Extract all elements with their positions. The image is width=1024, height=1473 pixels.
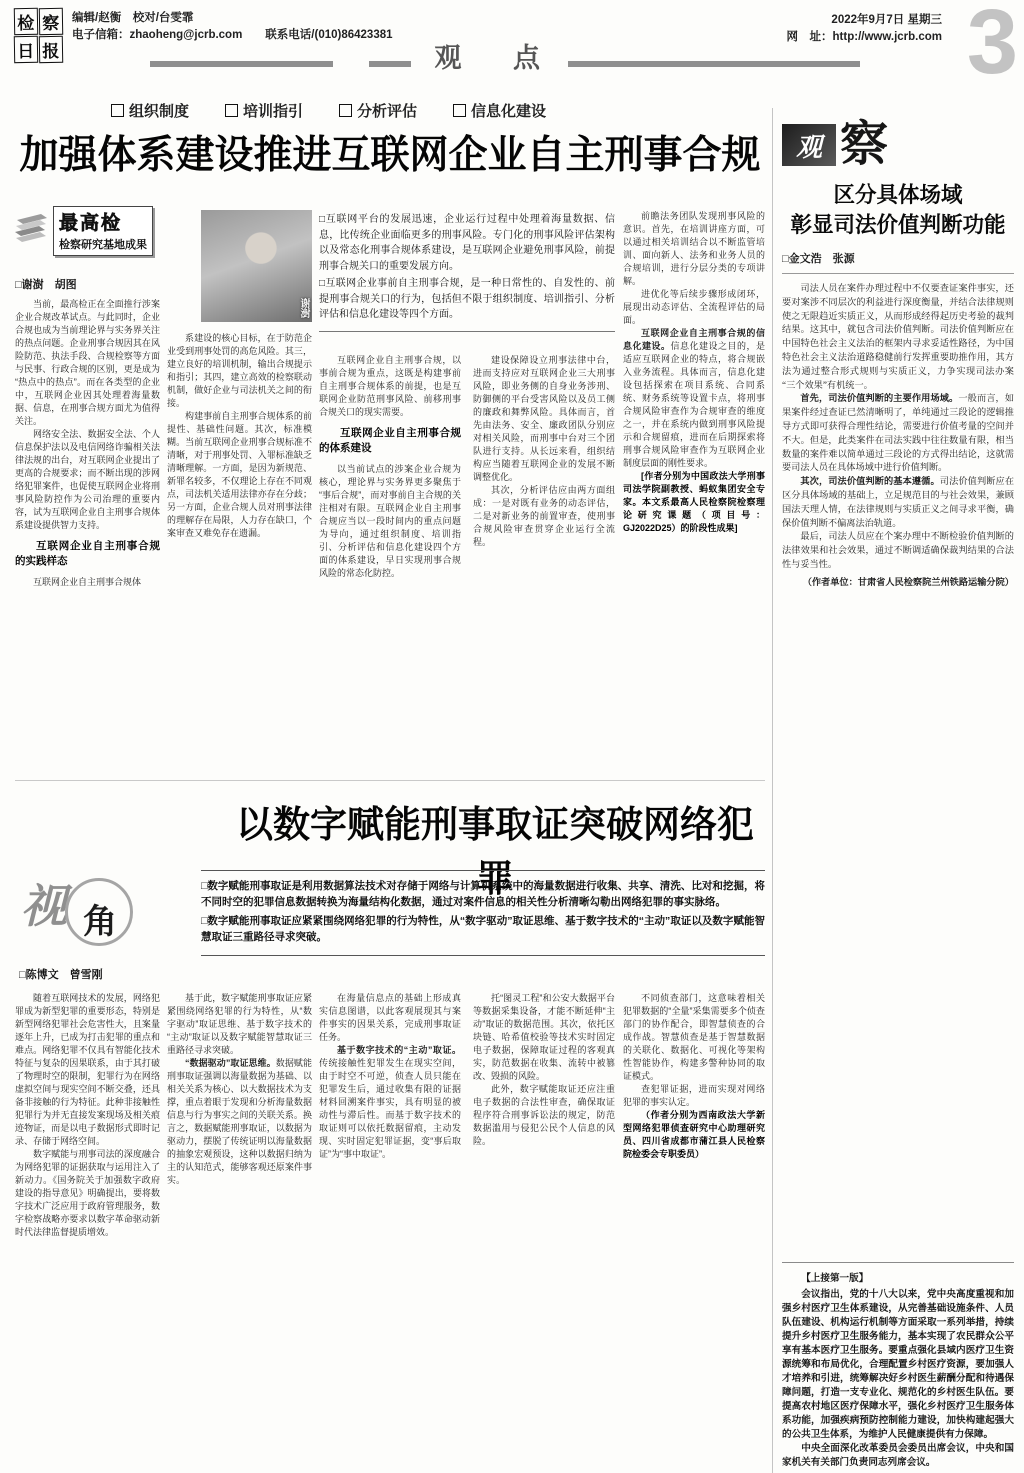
masthead-logo <box>14 8 62 62</box>
article-column <box>623 210 765 778</box>
body-paragraph: 查犯罪证据，进而实现对网络犯罪的事实认定。 <box>623 1084 765 1107</box>
page-header <box>0 0 1024 92</box>
body-paragraph: 建设保障设立刑事法律中台，进而支持应对互联网企业三大刑事风险，即业务侧的自身业务涉刑、防御侧的平台受害风险以及员工侧的廉政和舞弊风险。具体而言，首先由法务、安全、廉政团队分别应对相关风险，而刑事中台对三个团队进行支持。从长远来看，组织结构应当随着互联网企业的发展不断调整优化。 <box>473 355 615 482</box>
body-paragraph: 当前，最高检正在全面推行涉案企业合规改革试点。与此同时，企业合规也成为当前理论界与实务界关注的热点问题。企业刑事合规因其在风险防范、执法手段、合规检察等方面与民事、行政合规的区别，更是成为“热点中的热点”。而在各类型的企业中，互联网企业因其处理着海量数据、信息，在刑事合规方面尤为值得关注。 <box>15 299 160 426</box>
kicker-item <box>225 100 303 121</box>
body-paragraph: 构建事前自主刑事合规体系的前提性、基础性问题。其次，标准模糊。当前互联网企业刑事合规标准不清晰，对于刑事处罚、入罪标准缺乏清晰理解。一方面，是因为新规范、新罪名较多，不仅理论上存在不同观点，司法机关适用法律亦存在分歧；另一方面，企业合规人员对刑事法律的理解存在局限，人力存在缺口，个案审查又难免存在遗漏。 <box>167 411 312 538</box>
article-bottom <box>15 788 765 1473</box>
article-subhead: 互联网企业自主刑事合规的实践样态 <box>15 540 160 567</box>
body-paragraph: 互联网企业自主刑事合规的信息化建设。信息化建设之目的，是适应互联网企业的特点，将合规嵌入业务流程。具体而言，信息化建设包括探索在项目系统、合同系统、财务系统等设置卡点，将刑事合规风险审查作为合规审查的维度之一，并在系统内做到刑事风险提示和合规留痕，进而在后期探索将刑事合规风险审查作为互联网企业制度层面的刚性要求。 <box>623 328 765 468</box>
intro-paragraph: □数字赋能刑事取证是利用数据算法技术对存储于网络与计算机系统中的海量数据进行收集、共享、清洗、比对和挖掘，将不同时空的犯罪信息数据转换为海量结构化数据，通过对案件信息的相关性分析清晰勾勒出网络犯罪的事实脉络。 <box>201 880 765 908</box>
photo-caption: 谢澍 <box>298 298 309 318</box>
section-title: 观 点 <box>434 43 563 73</box>
author-note: [作者分别为中国政法大学刑事司法学院副教授、蚂蚁集团安全专家。本文系最高人民检察院检察理论研究课题（项目号：GJ2022D25）的阶段性成果] <box>623 471 765 533</box>
books-icon <box>15 206 49 248</box>
body-paragraph: 网络安全法、数据安全法、个人信息保护法以及电信网络诈骗相关法律法规的出台，对互联网企业提出了更高的合规要求；而不断出现的涉网络犯罪案件，也促使互联网企业将刑事风险防控作为公司治理的重要内容，试为互联网企业自主刑事合规体系建设提供智力支持。 <box>15 429 160 530</box>
url-line: 网 址：http://www.jcrb.com <box>786 31 942 43</box>
badge-subtitle: 检察研究基地成果 <box>59 239 147 251</box>
body-paragraph: 在海量信息点的基础上形成真实信息图谱，以此客观展现其与案件事实的因果关系，完成刑事取证任务。 <box>319 993 461 1042</box>
article-column <box>473 354 615 778</box>
observer-column <box>782 110 1014 1470</box>
second-headline: 以数字赋能刑事取证突破网络犯罪 <box>236 805 754 900</box>
masthead-char: 察 <box>38 8 62 35</box>
body-paragraph: 托“图灵工程”和公安大数据平台等数据采集设备，才能不断延伸“主动”取证的数据范围。其次，依托区块链、哈希值校验等技术实时固定电子数据，保障取证过程的客观真实，防范数据在收集、流转中被篡改、毁损的风险。 <box>473 993 615 1081</box>
observer-headline <box>782 180 1014 240</box>
header-rule <box>150 44 860 83</box>
rule-dash <box>369 61 411 67</box>
guan-glyph: 观 <box>795 132 822 162</box>
research-base-badge <box>15 206 173 256</box>
author-photo <box>201 210 312 322</box>
body-paragraph: 中央全面深化改革委员会委员出席会议，中央和国家机关有关部门负责同志列席会议。 <box>782 1443 1014 1468</box>
article-intro-box <box>319 212 615 332</box>
author-note: （作者分别为西南政法大学新型网络犯罪侦查研究中心助理研究员、四川省成都市蒲江县人民检察院检委会专职委员） <box>623 1110 765 1159</box>
body-paragraph: 最后，司法人员应在个案办理中不断检验价值判断的法律效果和社会效果，通过不断调适确保裁判结果的合法性与妥当性。 <box>782 531 1014 569</box>
intro-paragraph: □互联网平台的发展迅速，企业运行过程中处理着海量数据、信息，比传统企业面临更多的刑事风险。专门化的刑事风险评估架构以及常态化刑事合规体系建设，是互联网企业避免刑事风险，前提刑事合规关口的重要发展方向。 <box>319 214 615 272</box>
body-paragraph: 前瞻法务团队发现刑事风险的意识。首先，在培训讲座方面，可以通过相关培训结合以不断监管培训、面向新人、法务和业务人员的合规培训，进行分层分类的专项讲解。 <box>623 211 765 286</box>
body-paragraph: 基于此，数字赋能刑事取证应紧紧围绕网络犯罪的行为特性，从“数字驱动”取证思维、基于数字技术的“主动”取证以及数字赋能智慧取证三重路径寻求突破。 <box>167 993 312 1055</box>
body-paragraph: 不同侦查部门，这意味着相关犯罪数据的“全量”采集需要多个侦查部门的协作配合，即智慧侦查的合成作战。智慧侦查是基于智慧数据的关联化、数据化、可视化等架构性智能协作，构建多警种协同的取证模式。 <box>623 993 765 1081</box>
checkbox-icon <box>453 104 466 117</box>
masthead-char: 日 <box>14 36 38 63</box>
body-paragraph: 基于数字技术的“主动”取证。传统接触性犯罪发生在现实空间，由于时空不可逆，侦查人员只能在犯罪发生后，通过收集有限的证据材料回溯案件事实，具有明显的被动性与滞后性。而基于数字技术的取证则可以依托数据留痕，主动发现、实时固定犯罪证据，变“事后取证”为“事中取证”。 <box>319 1045 461 1159</box>
byline-observer: □金文浩 张源 <box>782 250 1014 274</box>
cha-calligraphy-icon: 察 <box>840 117 889 171</box>
kicker-label: 信息化建设 <box>471 103 547 120</box>
badge-text-box <box>53 206 153 256</box>
badge-title: 最高检 <box>59 213 123 234</box>
checkbox-icon <box>339 104 352 117</box>
rule-left <box>150 61 333 67</box>
observer-body <box>782 282 1014 590</box>
intro-paragraph: □数字赋能刑事取证应紧紧围绕网络犯罪的行为特性，从“数字驱动”取证思维、基于数字技术的“主动”取证以及数字赋能智慧取证三重路径寻求突破。 <box>201 915 765 943</box>
continued-from-front-page <box>782 1262 1014 1470</box>
body-paragraph: 进优化等后续步骤形成闭环，展现出动态评估、全流程评估的局面。 <box>623 289 765 325</box>
body-paragraph: 随着互联网技术的发展，网络犯罪成为新型犯罪的重要形态，特别是新型网络犯罪社会危害性大，且案量逐年上升，已成为打击犯罪的重点和难点。网络犯罪不仅具有智能化技术特征与复杂的因果联系，由于其打破了物理时空的限制，犯罪行为在网络虚拟空间与现实空间不断交叠，还具备非接触的行为特征。此种非接触性犯罪行为并无直接发案现场及相关痕迹物证，而是以电子数据形式即时记录、存储于网络空间。 <box>15 993 160 1146</box>
article-column <box>473 992 615 1468</box>
jiao-glyph: 角 <box>83 903 117 941</box>
body-paragraph: “数据驱动”取证思维。数据赋能刑事取证强调以海量数据为基础、以相关关系为核心、以大数据技术为支撑，重点着眼于发现和分析海量数据信息与行为事实之间的关联关系。换言之，数据赋能刑事取证，以数据为驱动力，摆脱了传统证明以海量数据的抽象宏观预设，这种以数据归纳为主的认知范式，能够客观还原案件事实。 <box>167 1058 312 1185</box>
observer-headline-line1: 区分具体场域 <box>833 183 963 207</box>
author-note: （作者单位：甘肃省人民检察院兰州铁路运输分院） <box>802 576 1014 587</box>
article-top <box>15 100 765 778</box>
continued-title: 【上接第一版】 <box>801 1273 869 1284</box>
article-column <box>167 332 312 778</box>
kicker-item <box>339 100 417 121</box>
masthead-char: 检 <box>14 8 38 35</box>
body-paragraph: 其次，司法价值判断的基本遵循。司法价值判断应在区分具体场域的基础上，立足规范目的与社会效果，兼顾国法天理人情，在法律规则与实质正义之间寻求平衡，确保价值判断不偏离法治轨道。 <box>782 476 1015 528</box>
article-column <box>15 298 160 778</box>
article-column <box>623 992 765 1468</box>
page-number: 3 <box>966 0 1018 93</box>
checkbox-icon <box>111 104 124 117</box>
article-divider <box>15 780 765 781</box>
column-divider <box>772 108 773 1473</box>
main-headline: 加强体系建设推进互联网企业自主刑事合规 <box>19 134 761 177</box>
rule-right <box>568 61 860 67</box>
body-paragraph: 会议指出，党的十八大以来，党中央高度重视和加强乡村医疗卫生体系建设，从完善基础设施条件、人员队伍建设、机构运行机制等方面采取一系列举措，持续提升乡村医疗卫生服务能力，基本实现了农民群众公平享有基本医疗卫生服务。要重点强化县域内医疗卫生资源统筹和布局优化，合理配置乡村医疗资源，要加强人才培养和引进，统筹解决好乡村医生薪酬分配和待遇保障问题，打造一支专业化、规范化的乡村医生队伍。要提高农村地区医疗保障水平，强化乡村医疗卫生服务体系功能，加强疾病预防控制能力建设，加快构建起强大的公共卫生体系，为维护人民健康提供有力保障。 <box>782 1289 1014 1440</box>
body-paragraph: 此外，数字赋能取证还应注重电子数据的合法性审查，确保取证程序符合刑事诉讼法的规定，防范数据滥用与侵犯公民个人信息的风险。 <box>473 1084 615 1146</box>
body-paragraph: 互联网企业自主刑事合规体 <box>33 577 142 587</box>
viewpoint-corner-logo <box>21 872 171 958</box>
body-paragraph: 首先，司法价值判断的主要作用场域。一般而言，如果案件经过查证已然清晰明了，单纯通过三段论的逻辑推导方式即可获得合理性结论，需要进行价值考量的空间并不大。但是，此类案件在司法实践中往往数量有限，相当数量的案件难以简单通过三段论的方式得出结论，这就需要司法人员在具体场域中进行价值判断。 <box>782 393 1015 473</box>
editors-line: 编辑/赵衡 校对/台雯霏 <box>72 12 194 24</box>
article-column <box>319 992 461 1468</box>
guan-box-icon <box>782 124 836 166</box>
kicker-label: 分析评估 <box>357 103 418 120</box>
intro-paragraph: □互联网企业事前自主刑事合规，是一种日常性的、自发性的、前提刑事合规关口的行为，包括但不限于组织制度、培训指引、分析评估和信息化建设等四个方面。 <box>319 278 615 320</box>
body-paragraph: 数字赋能与刑事司法的深度融合为网络犯罪的证据获取与运用注入了新动力。《国务院关于加强数字政府建设的指导意见》明确提出，要将数字技术广泛应用于政府管理服务，数字检察战略亦要求以数字革命驱动新时代法律监督提质增效。 <box>15 1149 160 1237</box>
kicker-label: 组织制度 <box>129 103 190 120</box>
body-paragraph: 其次，分析评估应由两方面组成：一是对既有业务的动态评估，二是对新业务的前置审查，使刑事合规风险审查贯穿企业运行全流程。 <box>473 485 615 547</box>
shi-calligraphy-icon: 视 <box>21 881 67 932</box>
body-paragraph: 系建设的核心目标，在于防范企业受到刑事处罚的高危风险。其三，建立良好的培训机制，输出合规提示和指引；其四，建立高效的检察联动机制，做好企业与司法机关之间的衔接。 <box>167 333 312 408</box>
article-subhead: 互联网企业自主刑事合规的体系建设 <box>319 427 461 454</box>
contact-line: 电子信箱：zhaoheng@jcrb.com 联系电话/(010)86423381 <box>72 29 393 41</box>
kicker-item <box>453 100 546 121</box>
masthead-char: 报 <box>38 36 62 63</box>
article-column <box>167 992 312 1468</box>
checkbox-icon <box>225 104 238 117</box>
kicker-label: 培训指引 <box>243 103 304 120</box>
observer-logo <box>782 110 1014 171</box>
body-paragraph: 司法人员在案件办理过程中不仅要查证案件事实，还要对案涉不同层次的利益进行深度衡量，并结合法律规则使之无限趋近实质正义，从而形成经得起历史考验的裁判结果。这其中，就包含司法价值判断。司法价值判断应在中国特色社会主义法治的框架内寻求妥适性路径，为中国特色社会主义法治道路稳健前行发挥重要助推作用，其方法为通过整合形式规则与实质正义，力争实现司法办案“三个效果”有机统一。 <box>782 283 1014 390</box>
byline-top-article: □谢澍 胡图 <box>15 279 77 291</box>
article-intro-box <box>201 870 765 956</box>
observer-headline-line2: 彰显司法价值判断功能 <box>790 213 1006 237</box>
body-paragraph: 互联网企业自主刑事合规，以事前合规为重点，这既是构建事前自主刑事合规体系的前提，也是互联网企业防范刑事风险、前移刑事合规关口的现实需要。 <box>319 355 461 417</box>
date-url-block <box>787 12 942 46</box>
article-column <box>319 354 461 778</box>
top-article-body <box>15 204 765 778</box>
kicker-row <box>111 100 546 121</box>
kicker-item <box>111 100 189 121</box>
date-line: 2022年9月7日 星期三 <box>831 14 942 26</box>
body-paragraph: 以当前试点的涉案企业合规为核心，理论界与实务界更多聚焦于“事后合规”，而对事前自主合规的关注相对有限。互联网企业自主刑事合规应当以一段时间内的重点问题为导向，通过组织制度、培训指引、分析评估和信息化建设四个方面的体系建设，早日实现刑事合规风险的常态化防控。 <box>319 464 461 578</box>
byline-bottom-article: □陈博文 曾雪刚 <box>19 969 103 981</box>
editor-contact-block <box>72 10 393 44</box>
article-column <box>15 992 160 1468</box>
